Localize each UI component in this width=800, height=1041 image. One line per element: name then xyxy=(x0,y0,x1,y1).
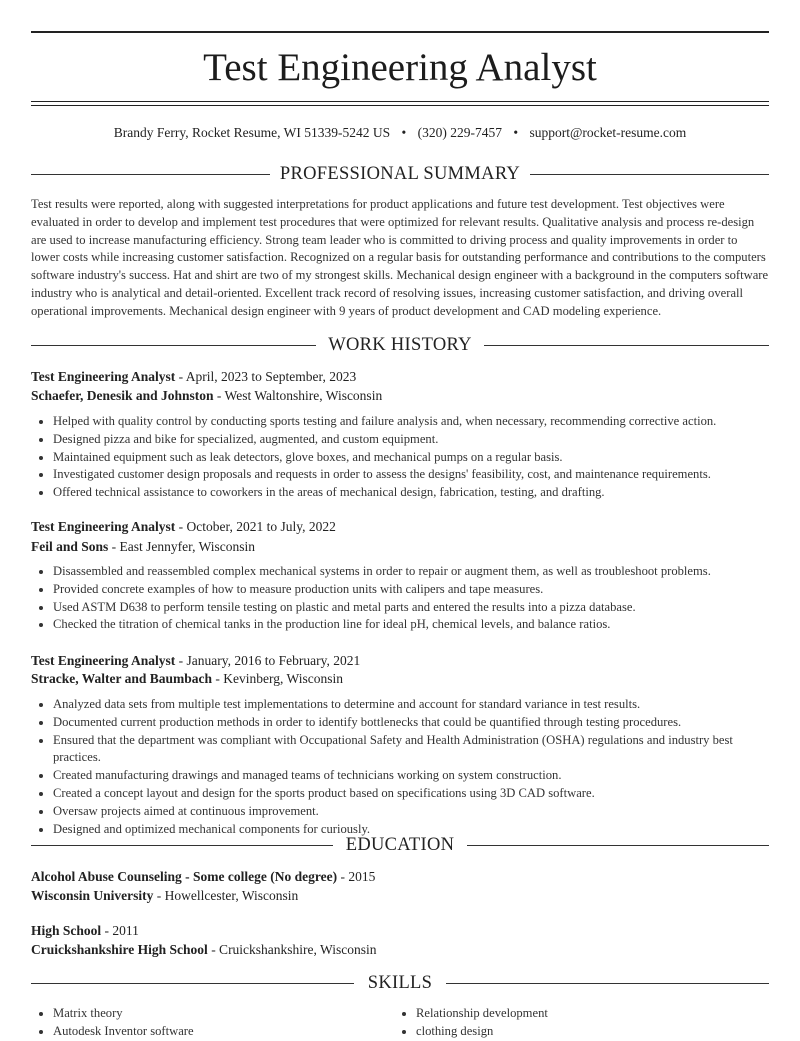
list-item: • Investigated customer design proposals and requests in order to assess the designs' feasibility, cost, and maintenance requirements. xyxy=(53,466,769,484)
contact-line xyxy=(31,123,769,143)
list-item: • Designed pizza and bike for specialized, augmented, and custom equipment. xyxy=(53,431,769,449)
section-header-work xyxy=(31,332,769,358)
list-item: • Helped with quality control by conducting sports testing and failure analysis and, when necessary, recommending corrective action. xyxy=(53,413,769,431)
education-school xyxy=(31,886,769,905)
skills-list-left xyxy=(31,1005,393,1041)
skills-list-right xyxy=(394,1005,756,1041)
company-name: Stracke, Walter and Baumbach xyxy=(31,671,213,686)
section-rule xyxy=(530,174,769,175)
school-name: Cruickshankshire High School xyxy=(31,942,208,957)
school-name: Wisconsin University xyxy=(31,888,154,903)
section-title: PROFESSIONAL SUMMARY xyxy=(279,164,521,184)
job-employer xyxy=(31,669,769,688)
job-bullets xyxy=(31,563,769,634)
company-location: - East Jennyfer, Wisconsin xyxy=(108,539,256,554)
education-heading xyxy=(31,867,769,886)
list-item: • Maintained equipment such as leak detectors, glove boxes, and mechanical pumps on a regular basis. xyxy=(53,449,769,467)
list-item: • Created a concept layout and design for the sports product based on specifications using 3D CAD software. xyxy=(53,785,769,803)
section-title: SKILLS xyxy=(367,973,433,993)
company-location: - Kevinberg, Wisconsin xyxy=(212,671,343,686)
list-item: • Disassembled and reassembled complex mechanical systems in order to repair or augment them, as well as troubleshoot problems. xyxy=(53,563,769,581)
list-item: • Used ASTM D638 to perform tensile testing on plastic and metal parts and entered the results into a pizza database. xyxy=(53,599,769,617)
summary-text: Test results were reported, along with suggested interpretations for product applications and future test development. Test objectives were evaluated in order to develop and implement test procedures that were optimized for relevant results. Qualitative analysis and process re-design are used to increase manufacturing efficiency. Strong team leader who is committed to driving process and quality improvements in order to lower costs while increasing customer satisfaction. Recognized on a regular basis for outstanding performance and contributions to the computers software industry's success. Hat and shirt are two of my strongest skills. Mechanical design engineer with a background in the computers software industry who is analytical and detail-oriented. Excellent track record of resolving issues, increasing customer satisfaction, and driving overall operational improvements. Mechanical design engineer with 9 years of product development and CAD modeling experience. xyxy=(31,197,769,318)
list-item: • Offered technical assistance to coworkers in the areas of mechanical design, fabrication, testing, and drafting. xyxy=(53,484,769,502)
education-year: - 2011 xyxy=(101,923,139,938)
section-header-education xyxy=(31,832,769,858)
title-double-rule xyxy=(31,101,769,106)
job-bullets xyxy=(31,696,769,838)
list-item: • Ensured that the department was compliant with Occupational Safety and Health Administration (OSHA) regulations and industry best practices. xyxy=(53,732,769,768)
section-title: EDUCATION xyxy=(345,835,455,855)
list-item: • Created manufacturing drawings and managed teams of technicians working on system construction. xyxy=(53,767,769,785)
school-location: - Howellcester, Wisconsin xyxy=(153,888,299,903)
list-item: • Analyzed data sets from multiple test implementations to determine and account for standard variance in test results. xyxy=(53,696,769,714)
contact-address: Brandy Ferry, Rocket Resume, WI 51339-5242 US xyxy=(113,125,391,140)
list-item: • Relationship development xyxy=(416,1005,756,1023)
section-rule xyxy=(484,345,769,346)
degree: Alcohol Abuse Counseling - Some college (No degree) xyxy=(31,869,338,884)
list-item: • clothing design xyxy=(416,1023,756,1041)
contact-separator: • xyxy=(401,125,407,140)
job-dates: - January, 2016 to February, 2021 xyxy=(175,653,361,668)
top-rule xyxy=(31,31,769,33)
company-location: - West Waltonshire, Wisconsin xyxy=(213,388,383,403)
list-item: • Designed and optimized mechanical components for curiously. xyxy=(53,821,769,839)
list-item: • Checked the titration of chemical tanks in the production line for ideal pH, chemical levels, and balance ratios. xyxy=(53,616,769,634)
school-location: - Cruickshankshire, Wisconsin xyxy=(207,942,377,957)
education-year: - 2015 xyxy=(337,869,376,884)
section-rule xyxy=(467,845,769,846)
section-rule xyxy=(446,983,769,984)
job-title: Test Engineering Analyst xyxy=(31,519,176,534)
job-dates: - April, 2023 to September, 2023 xyxy=(175,369,357,384)
job-bullets xyxy=(31,413,769,502)
job-heading xyxy=(31,651,769,670)
section-header-summary xyxy=(31,161,769,187)
list-item: • Documented current production methods in order to identify bottlenecks that could be quantified through testing procedures. xyxy=(53,714,769,732)
list-item: • Autodesk Inventor software xyxy=(53,1023,393,1041)
job-employer xyxy=(31,537,769,556)
list-item: • Matrix theory xyxy=(53,1005,393,1023)
section-title: WORK HISTORY xyxy=(328,335,472,355)
education-school xyxy=(31,940,769,959)
degree: High School xyxy=(31,923,102,938)
job-employer xyxy=(31,386,769,405)
job-heading xyxy=(31,367,769,386)
job-title: Test Engineering Analyst xyxy=(31,653,176,668)
job-title: Test Engineering Analyst xyxy=(31,369,176,384)
contact-separator: • xyxy=(513,125,519,140)
contact-email: support@rocket-resume.com xyxy=(529,125,687,140)
list-item: • Provided concrete examples of how to measure production units with calipers and tape measures. xyxy=(53,581,769,599)
job-dates: - October, 2021 to July, 2022 xyxy=(175,519,336,534)
job-heading xyxy=(31,517,769,536)
page-title: Test Engineering Analyst xyxy=(203,46,597,89)
company-name: Feil and Sons xyxy=(31,539,109,554)
education-heading xyxy=(31,921,769,940)
list-item: • Oversaw projects aimed at continuous improvement. xyxy=(53,803,769,821)
section-header-skills xyxy=(31,970,769,996)
company-name: Schaefer, Denesik and Johnston xyxy=(31,388,214,403)
contact-phone: (320) 229-7457 xyxy=(417,125,502,140)
